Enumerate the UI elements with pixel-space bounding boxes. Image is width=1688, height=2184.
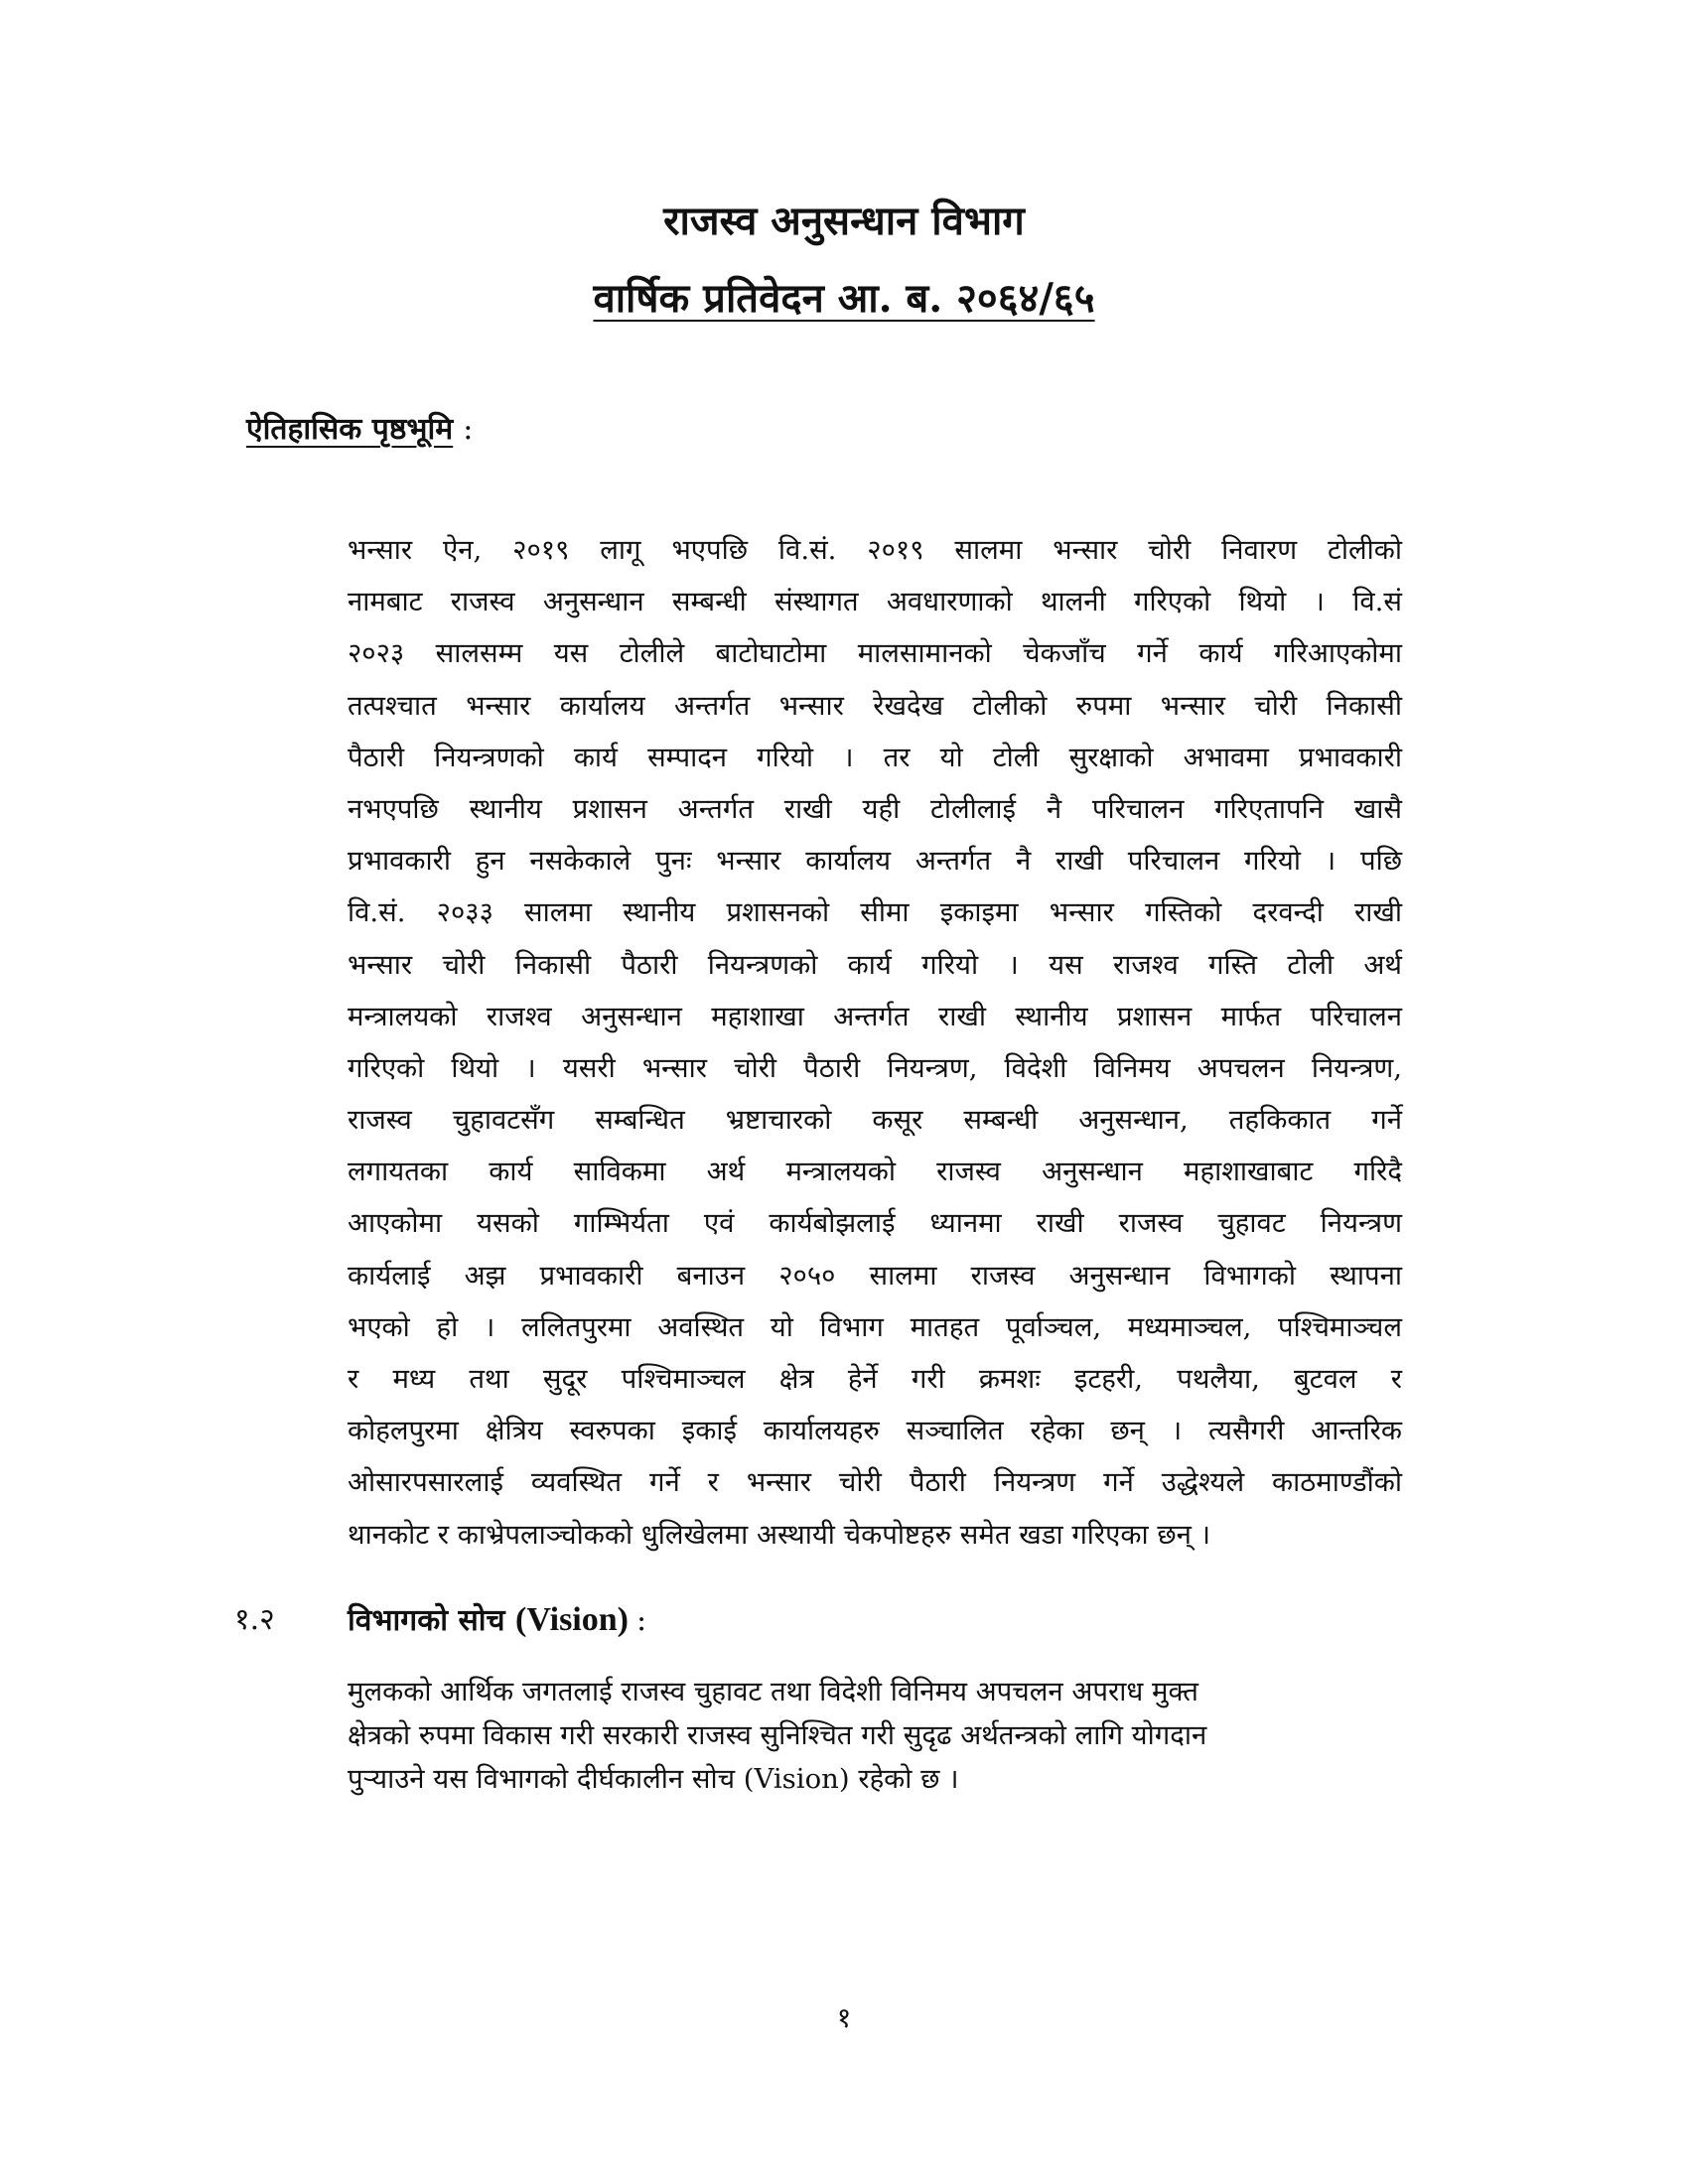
vision-section-number: १.२ — [234, 1602, 275, 1637]
paragraph-line: आएकोमा यसको गाम्भिर्यता एवं कार्यबोझलाई ध्यानमा राखी राजस्व चुहावट नियन्त्रण — [348, 1207, 1402, 1240]
paragraph-line: राजस्व चुहावटसँग सम्बन्धित भ्रष्टाचारको कसूर सम्बन्धी अनुसन्धान, तहकिकात गर्ने — [348, 1104, 1402, 1137]
vision-line: क्षेत्रको रुपमा विकास गरी सरकारी राजस्व सुनिश्चित गरी सुदृढ अर्थतन्त्रको लागि योगदान — [348, 1719, 1207, 1751]
paragraph-line: थानकोट र काभ्रेपलाञ्चोकको धुलिखेलमा अस्थायी चेकपोष्टहरु समेत खडा गरिएका छन् । — [348, 1518, 1211, 1551]
paragraph-line: भएको हो । ललितपुरमा अवस्थित यो विभाग मातहत पूर्वाञ्चल, मध्यमाञ्चल, पश्चिमाञ्चल — [348, 1310, 1402, 1343]
vision-heading-nepali: विभागको सोच — [348, 1603, 505, 1638]
vision-line: मुलकको आर्थिक जगतलाई राजस्व चुहावट तथा विदेशी विनिमय अपचलन अपराध मुक्त — [348, 1676, 1198, 1707]
paragraph-line: भन्सार चोरी निकासी पैठारी नियन्त्रणको कार्य गरियो । यस राजश्व गस्ति टोली अर्थ — [348, 948, 1402, 981]
paragraph-line: भन्सार ऐन, २०१९ लागू भएपछि वि.सं. २०१९ सालमा भन्सार चोरी निवारण टोलीको — [348, 534, 1402, 566]
paragraph-line: कोहलपुरमा क्षेत्रिय स्वरुपका इकाई कार्यालयहरु सञ्चालित रहेका छन् । त्यसैगरी आन्तरिक — [348, 1415, 1402, 1447]
paragraph-line: पैठारी नियन्त्रणको कार्य सम्पादन गरियो । तर यो टोली सुरक्षाको अभावमा प्रभावकारी — [348, 741, 1402, 773]
paragraph-line: मन्त्रालयको राजश्व अनुसन्धान महाशाखा अन्तर्गत राखी स्थानीय प्रशासन मार्फत परिचालन — [348, 1000, 1402, 1032]
vision-paragraph — [348, 1670, 1400, 1801]
paragraph-line: वि.सं. २०३३ सालमा स्थानीय प्रशासनको सीमा इकाइमा भन्सार गस्तिको दरवन्दी राखी — [348, 896, 1402, 929]
paragraph-line: कार्यलाई अझ प्रभावकारी बनाउन २०५० सालमा राजस्व अनुसन्धान विभागको स्थापना — [348, 1259, 1402, 1292]
section-heading-text: ऐतिहासिक पृष्ठभूमि — [246, 412, 454, 447]
document-title: राजस्व अनुसन्धान विभाग — [663, 198, 1025, 244]
paragraph-line: लगायतका कार्य साविकमा अर्थ मन्त्रालयको राजस्व अनुसन्धान महाशाखाबाट गरिदै — [348, 1156, 1402, 1188]
paragraph-line: र मध्य तथा सुदूर पश्चिमाञ्चल क्षेत्र हेर्ने गरी क्रमशः इटहरी, पथलैया, बुटवल र — [348, 1363, 1402, 1395]
page-number: १ — [836, 2001, 852, 2034]
section-heading — [246, 410, 473, 450]
paragraph-line: नामबाट राजस्व अनुसन्धान सम्बन्धी संस्थागत अवधारणाको थालनी गरिएको थियो । वि.सं — [348, 586, 1402, 618]
paragraph-line: प्रभावकारी हुन नसकेकाले पुनः भन्सार कार्यालय अन्तर्गत नै राखी परिचालन गरियो । पछि — [348, 845, 1402, 878]
vision-line: पुऱ्याउने यस विभागको दीर्घकालीन सोच (Vision) रहेको छ । — [348, 1763, 959, 1795]
vision-heading-colon: : — [636, 1603, 647, 1638]
vision-heading-english: (Vision) — [515, 1601, 629, 1638]
history-paragraph — [348, 524, 1402, 1561]
paragraph-line: २०२३ सालसम्म यस टोलीले बाटोघाटोमा मालसामानको चेकजाँच गर्ने कार्य गरिआएकोमा — [348, 637, 1402, 670]
paragraph-line: तत्पश्चात भन्सार कार्यालय अन्तर्गत भन्सार रेखदेख टोलीको रुपमा भन्सार चोरी निकासी — [348, 689, 1402, 722]
vision-heading — [348, 1600, 646, 1641]
paragraph-line: गरिएको थियो । यसरी भन्सार चोरी पैठारी नियन्त्रण, विदेशी विनिमय अपचलन नियन्त्रण, — [348, 1051, 1402, 1084]
document-subtitle-text: वार्षिक प्रतिवेदन आ. ब. २०६४/६५ — [593, 275, 1095, 322]
paragraph-line: ओसारपसारलाई व्यवस्थित गर्ने र भन्सार चोरी पैठारी नियन्त्रण गर्ने उद्धेश्यले काठमाण्डौंको — [348, 1466, 1402, 1499]
paragraph-line: नभएपछि स्थानीय प्रशासन अन्तर्गत राखी यही टोलीलाई नै परिचालन गरिएतापनि खासै — [348, 792, 1402, 825]
document-subtitle — [0, 274, 1688, 324]
section-heading-colon: : — [463, 412, 474, 447]
